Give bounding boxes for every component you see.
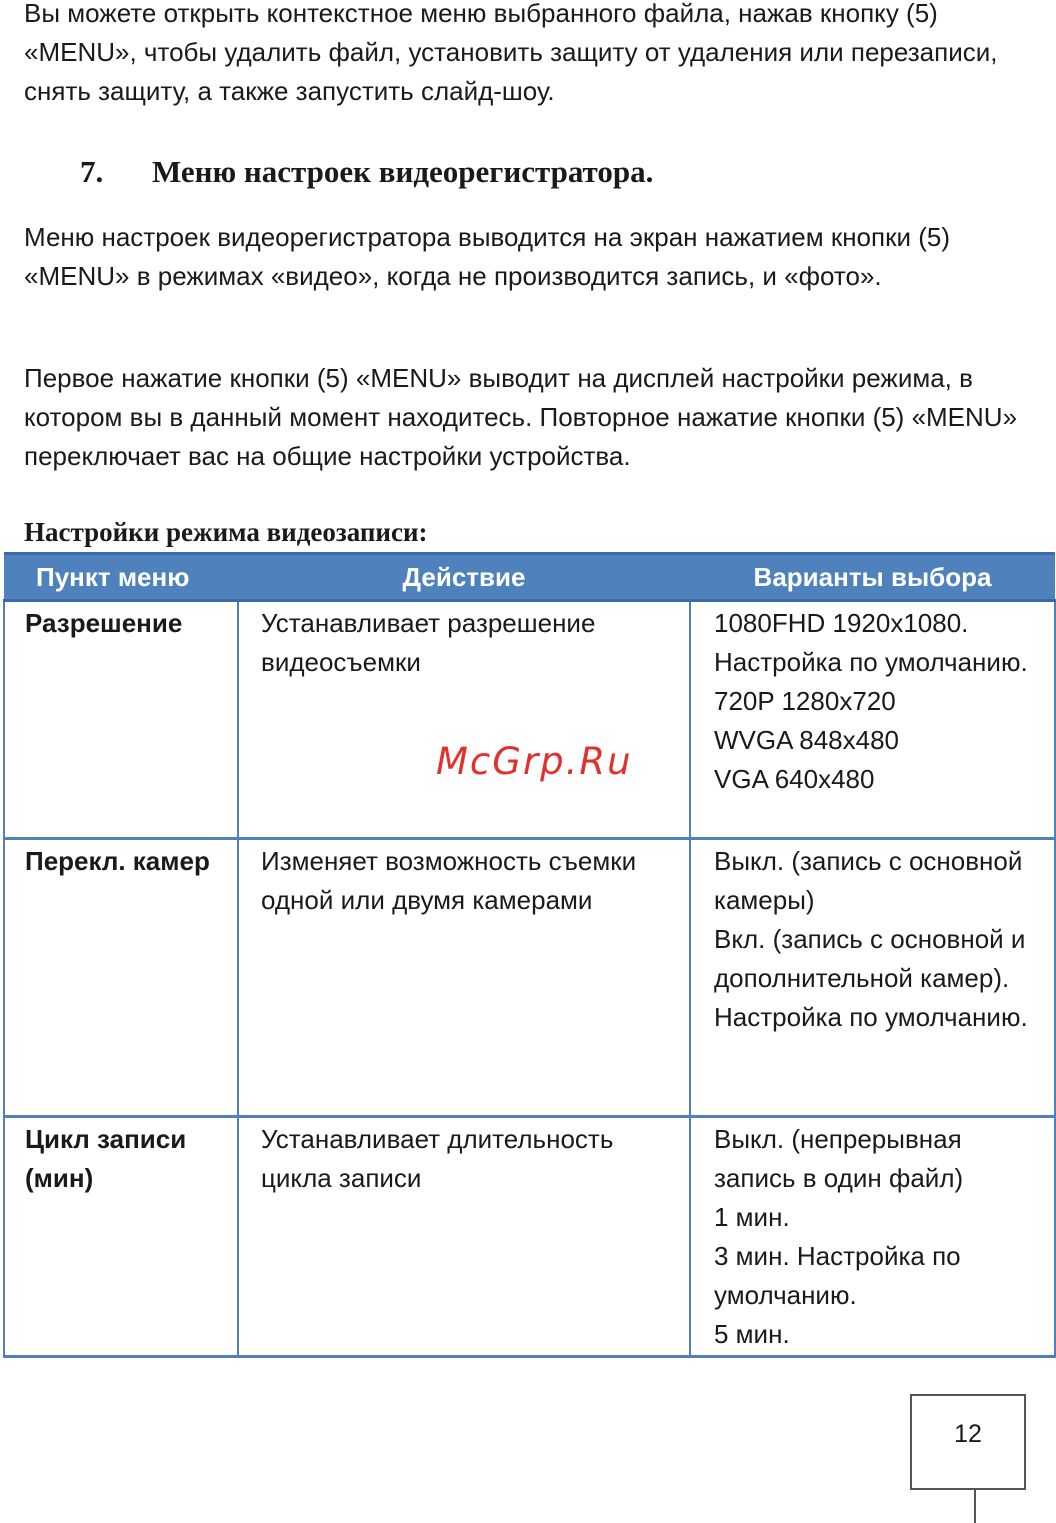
option-line: VGA 640x480	[714, 764, 875, 794]
option-line: 1 мин.	[714, 1202, 790, 1232]
table-row	[4, 839, 1055, 1117]
option-line: WVGA 848x480	[714, 725, 899, 755]
option-line: 5 мин.	[714, 1319, 790, 1349]
section-heading	[80, 150, 653, 194]
page-number-box	[910, 1394, 1026, 1490]
paragraph-menu-press: Первое нажатие кнопки (5) «MENU» выводит на дисплей настройки режима, в котором вы в данный момент находитесь. Повторное нажатие кнопки (5) «MENU» переключает вас на общие настройки устройства.	[24, 363, 1018, 471]
table-header-row	[4, 554, 1055, 601]
header-options: Варианты выбора	[690, 554, 1055, 601]
table-row	[4, 1117, 1055, 1357]
option-line: 1080FHD 1920x1080.	[714, 608, 969, 638]
row-action: Изменяет возможность съемки одной или двумя камерами	[238, 839, 690, 1117]
row-action: Устанавливает разрешение видеосъемки	[238, 601, 690, 839]
subsection-title: Настройки режима видеозаписи:	[24, 517, 428, 547]
row-item-name: Цикл записи (мин)	[4, 1117, 238, 1357]
table-row	[4, 601, 1055, 839]
row-item-name: Перекл. камер	[4, 839, 238, 1117]
option-line: Вкл. (запись с основной и дополнительной камер). Настройка по умолчанию.	[714, 924, 1028, 1032]
header-menu-item: Пункт меню	[4, 554, 238, 601]
watermark-logo: McGrp.Ru	[436, 740, 633, 783]
paragraph-menu-access: Меню настроек видеорегистратора выводится на экран нажатием кнопки (5) «MENU» в режимах «видео», когда не производится запись, и «фото».	[24, 222, 950, 291]
section-number: 7.	[80, 154, 104, 189]
option-line: 720P 1280x720	[714, 686, 896, 716]
settings-table	[3, 552, 1056, 1358]
header-action: Действие	[238, 554, 690, 601]
option-line: Выкл. (запись с основной камеры)	[714, 846, 1023, 915]
row-options	[690, 601, 1055, 839]
row-action: Устанавливает длительность цикла записи	[238, 1117, 690, 1357]
section-title: Меню настроек видеорегистратора.	[152, 154, 654, 189]
row-item-name: Разрешение	[4, 601, 238, 839]
option-line: 3 мин. Настройка по умолчанию.	[714, 1241, 961, 1310]
row-options	[690, 1117, 1055, 1357]
intro-paragraph: Вы можете открыть контекстное меню выбранного файла, нажав кнопку (5) «MENU», чтобы удалить файл, установить защиту от удаления или перезаписи, снять защиту, а также запустить слайд-шоу.	[24, 0, 998, 106]
page-number-tick	[974, 1490, 976, 1523]
page-number: 12	[954, 1420, 982, 1448]
row-options	[690, 839, 1055, 1117]
option-line: Выкл. (непрерывная запись в один файл)	[714, 1124, 964, 1193]
option-line: Настройка по умолчанию.	[714, 647, 1028, 677]
